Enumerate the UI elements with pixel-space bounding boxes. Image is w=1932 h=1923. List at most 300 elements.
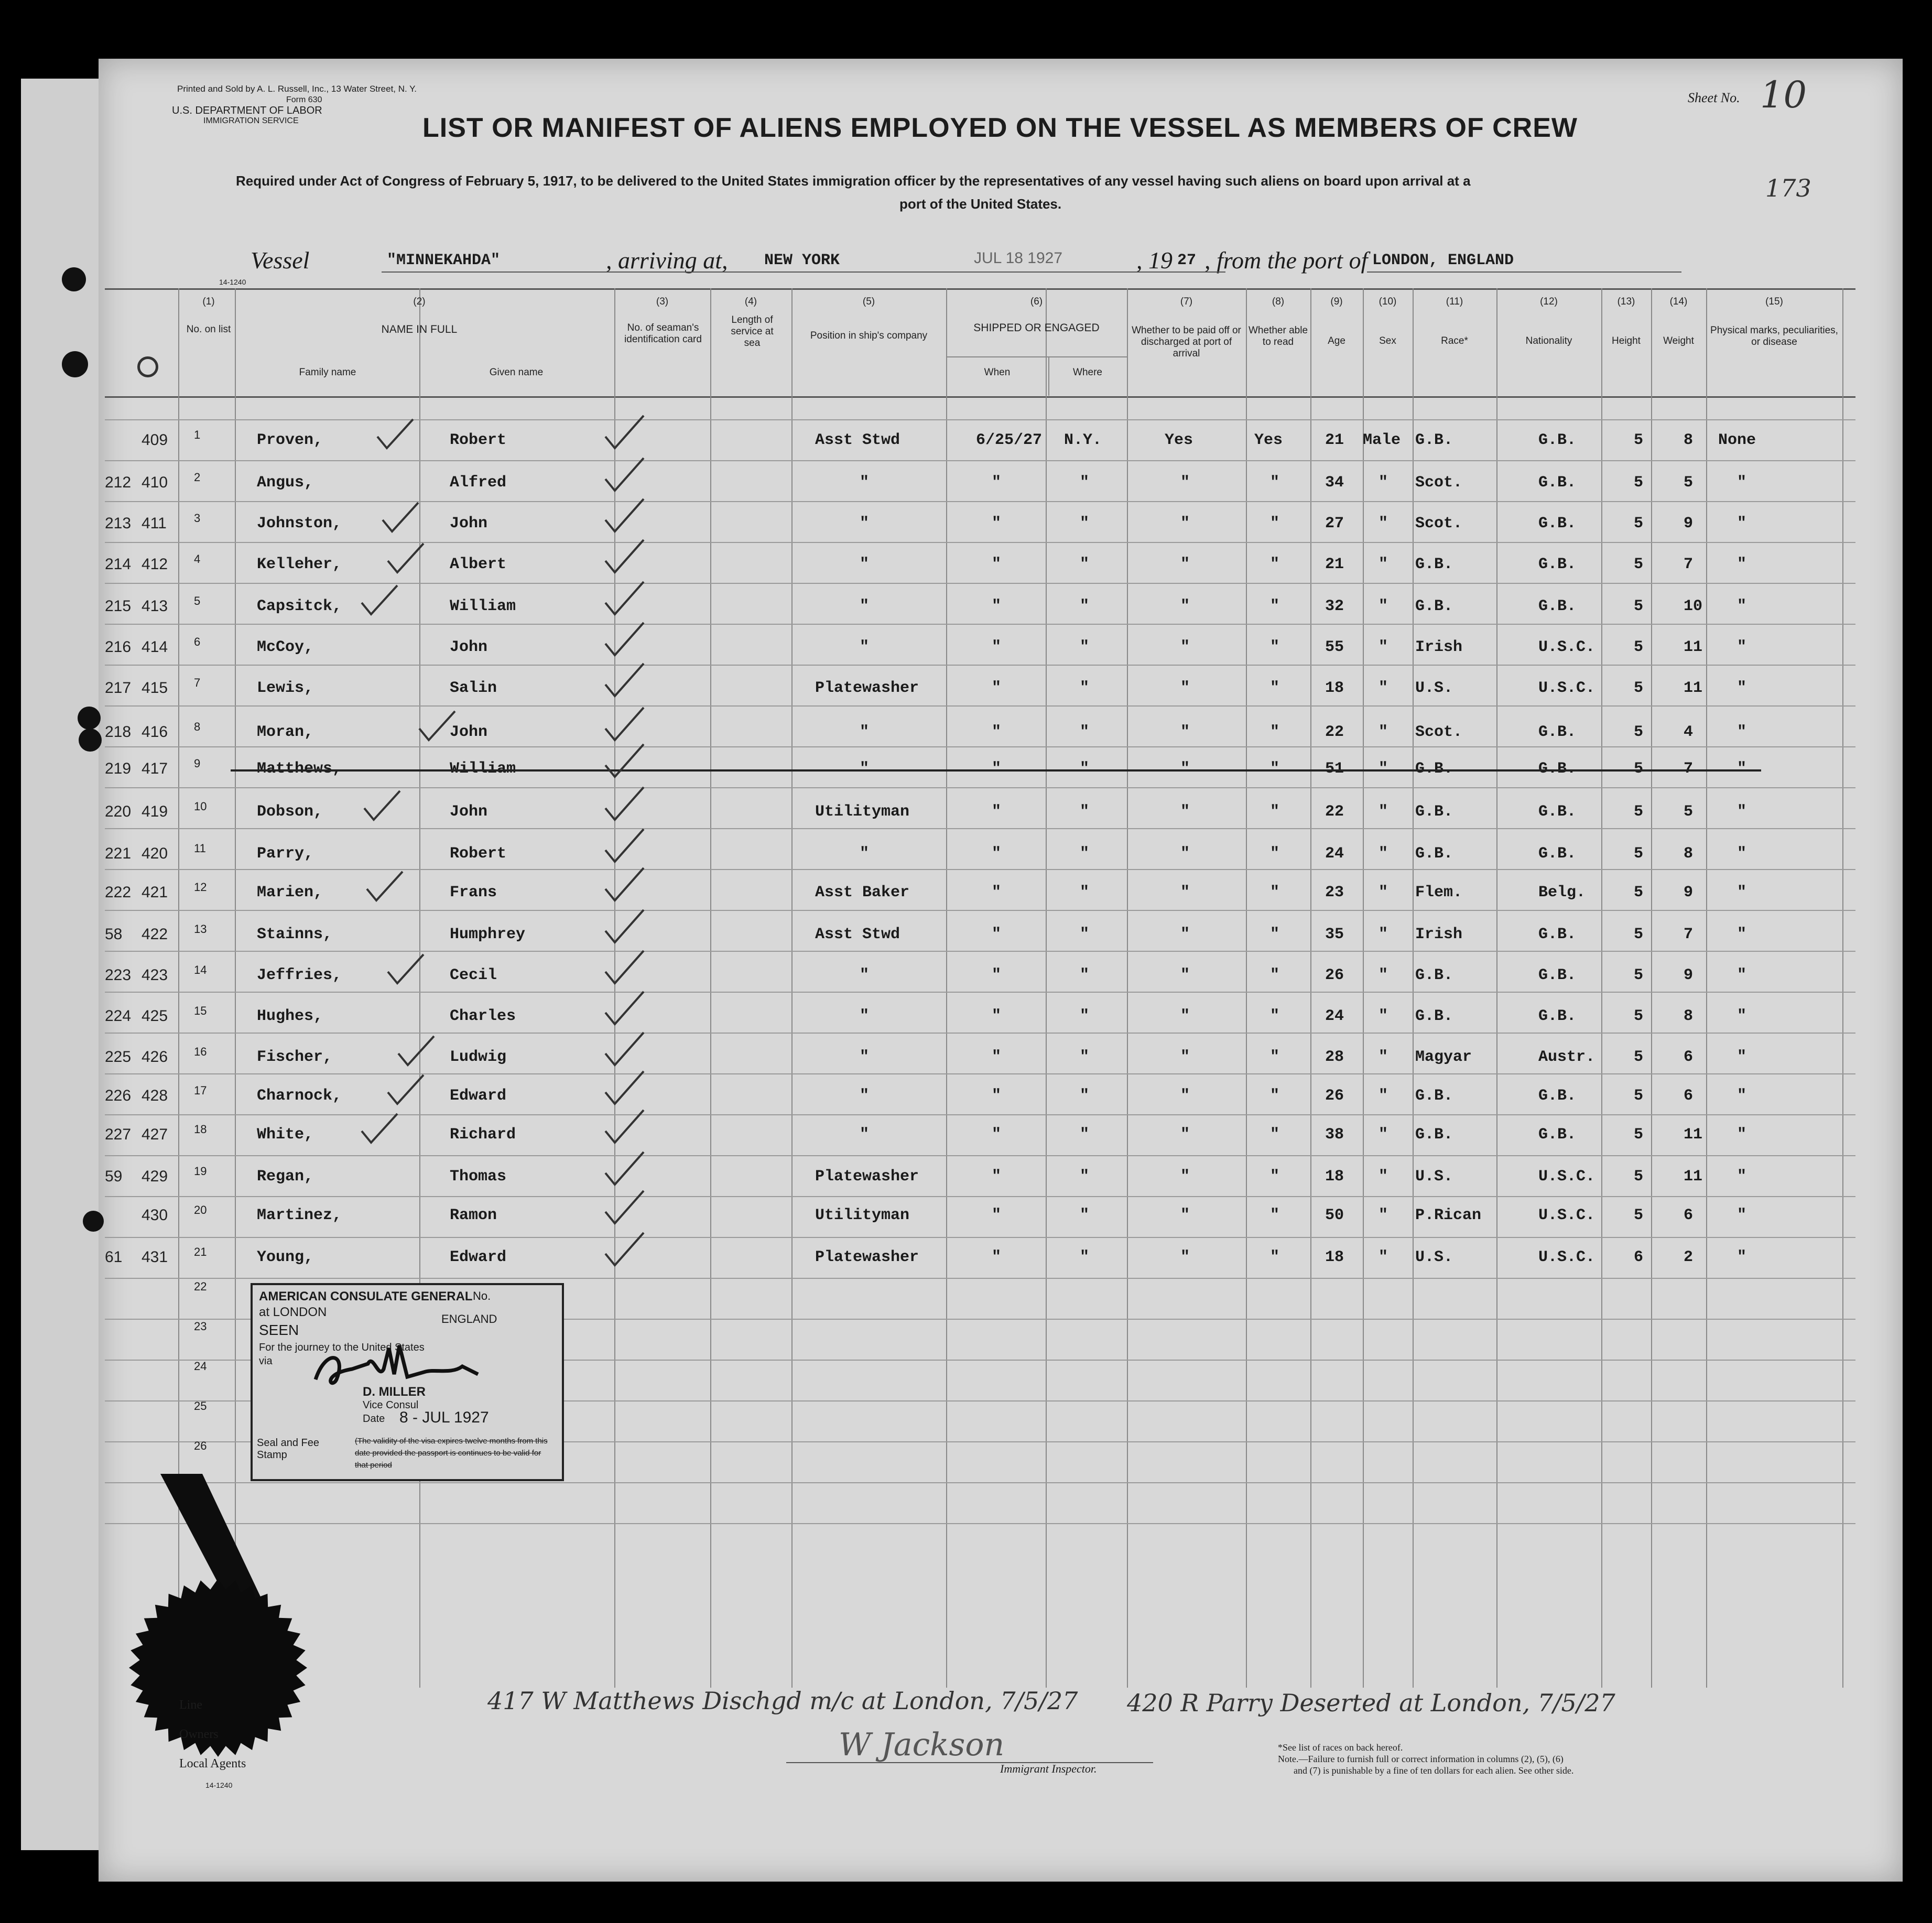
col-3-number: (3) bbox=[656, 296, 669, 307]
name-check-mark bbox=[362, 1114, 397, 1143]
height: 5 bbox=[1634, 515, 1644, 533]
physical-marks: " bbox=[1737, 845, 1747, 863]
race: G.B. bbox=[1415, 1126, 1453, 1144]
inspector-line bbox=[786, 1762, 1153, 1763]
col-id-card-header: No. of seaman's identification card bbox=[624, 322, 702, 345]
sex: " bbox=[1379, 1207, 1388, 1224]
shipped-when: " bbox=[992, 1126, 1002, 1144]
row-number: 12 bbox=[194, 881, 207, 894]
list-number: 413 bbox=[142, 597, 168, 615]
paid-off: " bbox=[1180, 803, 1190, 821]
physical-marks: " bbox=[1737, 1126, 1747, 1144]
col-family-name-header: Family name bbox=[299, 367, 356, 378]
family-name: Matthews, bbox=[257, 760, 342, 778]
shipped-where: " bbox=[1080, 638, 1090, 656]
physical-marks: " bbox=[1737, 723, 1747, 741]
paid-off: " bbox=[1180, 1007, 1190, 1025]
height: 5 bbox=[1634, 1048, 1644, 1066]
age: 26 bbox=[1325, 1087, 1344, 1105]
from-port: LONDON, ENGLAND bbox=[1372, 252, 1514, 269]
given-name: Salin bbox=[450, 679, 497, 697]
stamp-country: ENGLAND bbox=[441, 1312, 497, 1326]
height: 5 bbox=[1634, 760, 1644, 778]
able-to-read: Yes bbox=[1254, 431, 1283, 449]
weight: 5 bbox=[1684, 803, 1694, 821]
row-number: 18 bbox=[194, 1123, 207, 1136]
weight: 7 bbox=[1684, 760, 1694, 778]
position: " bbox=[860, 597, 870, 615]
paid-off: " bbox=[1180, 679, 1190, 697]
id-card-check-mark bbox=[605, 744, 644, 777]
row-number: 15 bbox=[194, 1004, 207, 1017]
race: Magyar bbox=[1415, 1048, 1472, 1066]
name-check-mark bbox=[364, 791, 400, 820]
shipped-where: " bbox=[1080, 1048, 1090, 1066]
service-label: IMMIGRATION SERVICE bbox=[203, 116, 299, 125]
stamp-via: via bbox=[259, 1355, 273, 1367]
position: " bbox=[860, 1126, 870, 1144]
given-name: John bbox=[450, 723, 488, 741]
age: 27 bbox=[1325, 515, 1344, 533]
outer-list-number: 215 bbox=[105, 597, 132, 615]
sex: " bbox=[1379, 1087, 1388, 1105]
shipped-where: N.Y. bbox=[1064, 431, 1102, 449]
list-number: 423 bbox=[142, 966, 168, 984]
nationality: U.S.C. bbox=[1538, 679, 1595, 697]
nationality: G.B. bbox=[1538, 926, 1577, 943]
given-name: Edward bbox=[450, 1087, 507, 1105]
given-name: Robert bbox=[450, 845, 507, 863]
id-card-check-mark bbox=[605, 1033, 644, 1065]
age: 21 bbox=[1325, 556, 1344, 573]
weight: 7 bbox=[1684, 926, 1694, 943]
shipped-where: " bbox=[1080, 1087, 1090, 1105]
sex: " bbox=[1379, 679, 1388, 697]
age: 22 bbox=[1325, 723, 1344, 741]
age: 32 bbox=[1325, 597, 1344, 615]
shipped-where: " bbox=[1080, 474, 1090, 492]
sex: " bbox=[1379, 1168, 1388, 1186]
printer-line: Printed and Sold by A. L. Russell, Inc., 13 Water Street, N. Y. bbox=[177, 84, 417, 94]
col-physical-marks-header: Physical marks, peculiarities, or disease bbox=[1710, 325, 1838, 347]
sheet-no-label: Sheet No. bbox=[1688, 90, 1740, 105]
family-name: Capsitck, bbox=[257, 597, 342, 615]
physical-marks: " bbox=[1737, 1248, 1747, 1266]
shipped-when: " bbox=[992, 556, 1002, 573]
able-to-read: " bbox=[1270, 926, 1280, 943]
row-number: 14 bbox=[194, 963, 207, 976]
col-11-number: (11) bbox=[1446, 296, 1463, 307]
arrival-date-stamp: JUL 18 1927 bbox=[974, 249, 1063, 267]
shipped-where: " bbox=[1080, 845, 1090, 863]
physical-marks: " bbox=[1737, 760, 1747, 778]
row-number: 20 bbox=[194, 1203, 207, 1216]
physical-marks: " bbox=[1737, 638, 1747, 656]
nationality: G.B. bbox=[1538, 966, 1577, 984]
race: Flem. bbox=[1415, 884, 1463, 901]
id-card-check-mark bbox=[605, 992, 644, 1024]
list-number: 430 bbox=[142, 1207, 168, 1224]
weight: 8 bbox=[1684, 431, 1694, 449]
row-number: 13 bbox=[194, 922, 207, 936]
given-name: Albert bbox=[450, 556, 507, 573]
row-number: 9 bbox=[194, 757, 201, 770]
sex: " bbox=[1379, 597, 1388, 615]
paid-off: " bbox=[1180, 966, 1190, 984]
sheet-number: 10 bbox=[1760, 73, 1807, 116]
paid-off: " bbox=[1180, 723, 1190, 741]
age: 18 bbox=[1325, 1168, 1344, 1186]
row-number: 7 bbox=[194, 676, 201, 689]
col-read-header: Whether able to read bbox=[1249, 325, 1308, 347]
list-number: 427 bbox=[142, 1126, 168, 1143]
able-to-read: " bbox=[1270, 845, 1280, 863]
shipped-when: " bbox=[992, 1248, 1002, 1266]
given-name: Alfred bbox=[450, 474, 507, 492]
family-name: Marien, bbox=[257, 884, 323, 901]
list-number: 409 bbox=[142, 431, 168, 449]
form-code-top: 14-1240 bbox=[219, 278, 246, 286]
shipped-where: " bbox=[1080, 926, 1090, 943]
shipped-where: " bbox=[1080, 884, 1090, 901]
position: " bbox=[860, 966, 870, 984]
family-name: Kelleher, bbox=[257, 556, 342, 573]
shipped-when: " bbox=[992, 760, 1002, 778]
nationality: U.S.C. bbox=[1538, 1168, 1595, 1186]
race: P.Rican bbox=[1415, 1207, 1482, 1224]
nationality: U.S.C. bbox=[1538, 1207, 1595, 1224]
outer-list-number: 214 bbox=[105, 556, 132, 573]
list-number: 419 bbox=[142, 803, 168, 820]
able-to-read: " bbox=[1270, 556, 1280, 573]
empty-row-number: 23 bbox=[194, 1320, 207, 1333]
position: " bbox=[860, 1087, 870, 1105]
shipped-where: " bbox=[1080, 760, 1090, 778]
able-to-read: " bbox=[1270, 515, 1280, 533]
race: G.B. bbox=[1415, 597, 1453, 615]
year-label: , 19 bbox=[1136, 247, 1173, 274]
position: " bbox=[860, 638, 870, 656]
inspector-signature: W Jackson bbox=[839, 1726, 1005, 1763]
age: 34 bbox=[1325, 474, 1344, 492]
wax-seal bbox=[124, 1442, 312, 1757]
weight: 10 bbox=[1684, 597, 1703, 615]
weight: 7 bbox=[1684, 556, 1694, 573]
family-name: Hughes, bbox=[257, 1007, 323, 1025]
row-number: 6 bbox=[194, 635, 201, 648]
weight: 9 bbox=[1684, 966, 1694, 984]
position: " bbox=[860, 474, 870, 492]
given-name: Richard bbox=[450, 1126, 516, 1144]
shipped-where: " bbox=[1080, 515, 1090, 533]
col-9-number: (9) bbox=[1330, 296, 1343, 307]
id-card-check-mark bbox=[605, 1071, 644, 1104]
able-to-read: " bbox=[1270, 1207, 1280, 1224]
shipped-where: " bbox=[1080, 1207, 1090, 1224]
vessel-label: Vessel bbox=[251, 247, 310, 274]
shipped-when: 6/25/27 bbox=[976, 431, 1043, 449]
col-shipped-header: SHIPPED OR ENGAGED bbox=[973, 322, 1100, 334]
shipped-when: " bbox=[992, 884, 1002, 901]
race: G.B. bbox=[1415, 1007, 1453, 1025]
family-name: Fischer, bbox=[257, 1048, 333, 1066]
fine-note-continued: and (7) is punishable by a fine of ten dollars for each alien. See other side. bbox=[1294, 1765, 1574, 1776]
paid-off: Yes bbox=[1165, 431, 1193, 449]
paid-off: " bbox=[1180, 1087, 1190, 1105]
shipped-when: " bbox=[992, 1207, 1002, 1224]
sex: " bbox=[1379, 884, 1388, 901]
height: 6 bbox=[1634, 1248, 1644, 1266]
nationality: Belg. bbox=[1538, 884, 1586, 901]
shipped-where: " bbox=[1080, 803, 1090, 821]
physical-marks: " bbox=[1737, 1168, 1747, 1186]
family-name: Proven, bbox=[257, 431, 323, 449]
paid-off: " bbox=[1180, 845, 1190, 863]
stamp-officer-title: Vice Consul bbox=[363, 1399, 419, 1411]
sex: " bbox=[1379, 760, 1388, 778]
footer-agents-label: Local Agents bbox=[179, 1757, 246, 1770]
age: 35 bbox=[1325, 926, 1344, 943]
list-number: 410 bbox=[142, 474, 168, 491]
paid-off: " bbox=[1180, 515, 1190, 533]
id-card-check-mark bbox=[605, 787, 644, 820]
outer-list-number: 61 bbox=[105, 1248, 123, 1266]
name-check-mark bbox=[388, 954, 424, 983]
col-service-length-header: Length of service at sea bbox=[731, 314, 774, 349]
able-to-read: " bbox=[1270, 884, 1280, 901]
position: " bbox=[860, 723, 870, 741]
stamp-journey: For the journey to the United States bbox=[259, 1342, 425, 1353]
given-name: Ramon bbox=[450, 1207, 497, 1224]
family-name: Moran, bbox=[257, 723, 314, 741]
shipped-when: " bbox=[992, 1007, 1002, 1025]
stamp-seen: SEEN bbox=[259, 1322, 299, 1338]
nationality: G.B. bbox=[1538, 474, 1577, 492]
shipped-when: " bbox=[992, 515, 1002, 533]
height: 5 bbox=[1634, 1168, 1644, 1186]
given-name: Ludwig bbox=[450, 1048, 507, 1066]
race: Scot. bbox=[1415, 723, 1463, 741]
race: Scot. bbox=[1415, 474, 1463, 492]
nationality: G.B. bbox=[1538, 760, 1577, 778]
physical-marks: " bbox=[1737, 1087, 1747, 1105]
col-13-number: (13) bbox=[1617, 296, 1635, 307]
family-name: Parry, bbox=[257, 845, 314, 863]
row-number: 19 bbox=[194, 1165, 207, 1178]
empty-row-number: 24 bbox=[194, 1360, 207, 1373]
id-card-check-mark bbox=[605, 416, 644, 448]
given-name: Edward bbox=[450, 1248, 507, 1266]
outer-list-number: 219 bbox=[105, 760, 132, 777]
list-number: 420 bbox=[142, 845, 168, 862]
list-number: 412 bbox=[142, 556, 168, 573]
id-card-check-mark bbox=[605, 582, 644, 614]
position: Asst Stwd bbox=[815, 926, 900, 943]
age: 24 bbox=[1325, 1007, 1344, 1025]
able-to-read: " bbox=[1270, 1126, 1280, 1144]
col-nationality-header: Nationality bbox=[1525, 335, 1572, 346]
family-name: McCoy, bbox=[257, 638, 314, 656]
race: U.S. bbox=[1415, 679, 1453, 697]
row-number: 8 bbox=[194, 720, 201, 733]
position: Utilityman bbox=[815, 1207, 910, 1224]
weight: 6 bbox=[1684, 1207, 1694, 1224]
id-card-check-mark bbox=[605, 1110, 644, 1143]
shipped-when: " bbox=[992, 803, 1002, 821]
list-number: 416 bbox=[142, 723, 168, 741]
shipped-where: " bbox=[1080, 597, 1090, 615]
footer-owners-label: Owners bbox=[179, 1728, 219, 1741]
nationality: G.B. bbox=[1538, 803, 1577, 821]
sex: " bbox=[1379, 1248, 1388, 1266]
stamp-no-label: No. bbox=[473, 1289, 491, 1302]
col-12-number: (12) bbox=[1540, 296, 1558, 307]
able-to-read: " bbox=[1270, 1048, 1280, 1066]
list-number: 429 bbox=[142, 1168, 168, 1185]
col-1-number: (1) bbox=[202, 296, 215, 307]
age: 51 bbox=[1325, 760, 1344, 778]
shipped-when: " bbox=[992, 474, 1002, 492]
family-name: Stainns, bbox=[257, 926, 333, 943]
paid-off: " bbox=[1180, 1248, 1190, 1266]
shipped-where: " bbox=[1080, 1168, 1090, 1186]
height: 5 bbox=[1634, 474, 1644, 492]
row-number: 17 bbox=[194, 1084, 207, 1097]
shipped-where: " bbox=[1080, 1126, 1090, 1144]
shipped-when: " bbox=[992, 723, 1002, 741]
sex: Male bbox=[1363, 431, 1401, 449]
race: G.B. bbox=[1415, 760, 1453, 778]
position: " bbox=[860, 515, 870, 533]
given-name: Humphrey bbox=[450, 926, 526, 943]
outer-list-number: 218 bbox=[105, 723, 132, 741]
height: 5 bbox=[1634, 966, 1644, 984]
id-card-check-mark bbox=[605, 499, 644, 531]
subtitle: Required under Act of Congress of February 5, 1917, to be delivered to the United States immigration officer by the representatives of any vessel having such aliens on board upon arrival at a bbox=[236, 173, 1471, 189]
col-list-no-header: No. on list bbox=[186, 324, 231, 335]
physical-marks: " bbox=[1737, 556, 1747, 573]
position: Asst Baker bbox=[815, 884, 910, 901]
position: Platewasher bbox=[815, 1168, 919, 1186]
col-position-header: Position in ship's company bbox=[810, 330, 928, 341]
age: 18 bbox=[1325, 679, 1344, 697]
race: G.B. bbox=[1415, 556, 1453, 573]
sex: " bbox=[1379, 474, 1388, 492]
col-14-number: (14) bbox=[1669, 296, 1688, 307]
given-name: William bbox=[450, 760, 516, 778]
sex: " bbox=[1379, 845, 1388, 863]
height: 5 bbox=[1634, 884, 1644, 901]
weight: 11 bbox=[1684, 638, 1703, 656]
id-card-check-mark bbox=[605, 951, 644, 983]
age: 24 bbox=[1325, 845, 1344, 863]
able-to-read: " bbox=[1270, 474, 1280, 492]
age: 18 bbox=[1325, 1248, 1344, 1266]
paid-off: " bbox=[1180, 884, 1190, 901]
age: 23 bbox=[1325, 884, 1344, 901]
able-to-read: " bbox=[1270, 760, 1280, 778]
family-name: Martinez, bbox=[257, 1207, 342, 1224]
given-name: Charles bbox=[450, 1007, 516, 1025]
height: 5 bbox=[1634, 1207, 1644, 1224]
weight: 8 bbox=[1684, 845, 1694, 863]
able-to-read: " bbox=[1270, 1248, 1280, 1266]
col-race-header: Race* bbox=[1441, 335, 1468, 346]
outer-list-number: 227 bbox=[105, 1126, 132, 1143]
id-card-check-mark bbox=[605, 664, 644, 696]
id-card-check-mark bbox=[605, 458, 644, 491]
race: Irish bbox=[1415, 638, 1463, 656]
id-card-check-mark bbox=[605, 829, 644, 862]
outer-list-number: 224 bbox=[105, 1007, 132, 1025]
position: " bbox=[860, 1007, 870, 1025]
position: " bbox=[860, 845, 870, 863]
col-given-name-header: Given name bbox=[489, 367, 544, 378]
family-name: Angus, bbox=[257, 474, 314, 492]
row-number: 10 bbox=[194, 800, 207, 813]
col-when-header: When bbox=[984, 367, 1011, 378]
stamp-date-label: Date bbox=[363, 1413, 385, 1425]
id-card-check-mark bbox=[605, 1191, 644, 1223]
weight: 6 bbox=[1684, 1048, 1694, 1066]
nationality: U.S.C. bbox=[1538, 1248, 1595, 1266]
shipped-when: " bbox=[992, 1048, 1002, 1066]
nationality: G.B. bbox=[1538, 1126, 1577, 1144]
outer-list-number: 221 bbox=[105, 845, 132, 862]
age: 28 bbox=[1325, 1048, 1344, 1066]
row-number: 11 bbox=[194, 842, 206, 855]
fine-note: Note.—Failure to furnish full or correct information in columns (2), (5), (6) bbox=[1278, 1754, 1564, 1764]
height: 5 bbox=[1634, 723, 1644, 741]
id-card-check-mark bbox=[605, 540, 644, 572]
age: 26 bbox=[1325, 966, 1344, 984]
weight: 2 bbox=[1684, 1248, 1694, 1266]
stamp-consulate: AMERICAN CONSULATE GENERAL bbox=[259, 1289, 473, 1303]
outer-list-number: 226 bbox=[105, 1087, 132, 1104]
races-note: *See list of races on back hereof. bbox=[1278, 1742, 1403, 1753]
able-to-read: " bbox=[1270, 1007, 1280, 1025]
list-number: 428 bbox=[142, 1087, 168, 1104]
able-to-read: " bbox=[1270, 803, 1280, 821]
footnote-parry: 420 R Parry Deserted at London, 7/5/27 bbox=[1127, 1689, 1615, 1717]
id-card-check-mark bbox=[605, 868, 644, 900]
given-name: John bbox=[450, 803, 488, 821]
name-check-mark bbox=[367, 872, 403, 900]
arriving-label: , arriving at, bbox=[606, 247, 728, 274]
nationality: G.B. bbox=[1538, 1007, 1577, 1025]
age: 50 bbox=[1325, 1207, 1344, 1224]
col-10-number: (10) bbox=[1379, 296, 1397, 307]
footer-form-code: 14-1240 bbox=[205, 1781, 233, 1789]
paid-off: " bbox=[1180, 1207, 1190, 1224]
height: 5 bbox=[1634, 431, 1644, 449]
weight: 11 bbox=[1684, 1126, 1703, 1144]
name-check-mark bbox=[377, 419, 413, 448]
footer-line-label: Line bbox=[179, 1698, 202, 1712]
nationality: G.B. bbox=[1538, 1087, 1577, 1105]
sex: " bbox=[1379, 556, 1388, 573]
height: 5 bbox=[1634, 926, 1644, 943]
race: G.B. bbox=[1415, 966, 1453, 984]
col-weight-header: Weight bbox=[1663, 335, 1694, 346]
position: " bbox=[860, 760, 870, 778]
able-to-read: " bbox=[1270, 597, 1280, 615]
subtitle-continued: port of the United States. bbox=[899, 196, 1062, 212]
col-name-header: NAME IN FULL bbox=[381, 323, 458, 335]
col-sex-header: Sex bbox=[1379, 335, 1396, 346]
position: Asst Stwd bbox=[815, 431, 900, 449]
race: G.B. bbox=[1415, 431, 1453, 449]
